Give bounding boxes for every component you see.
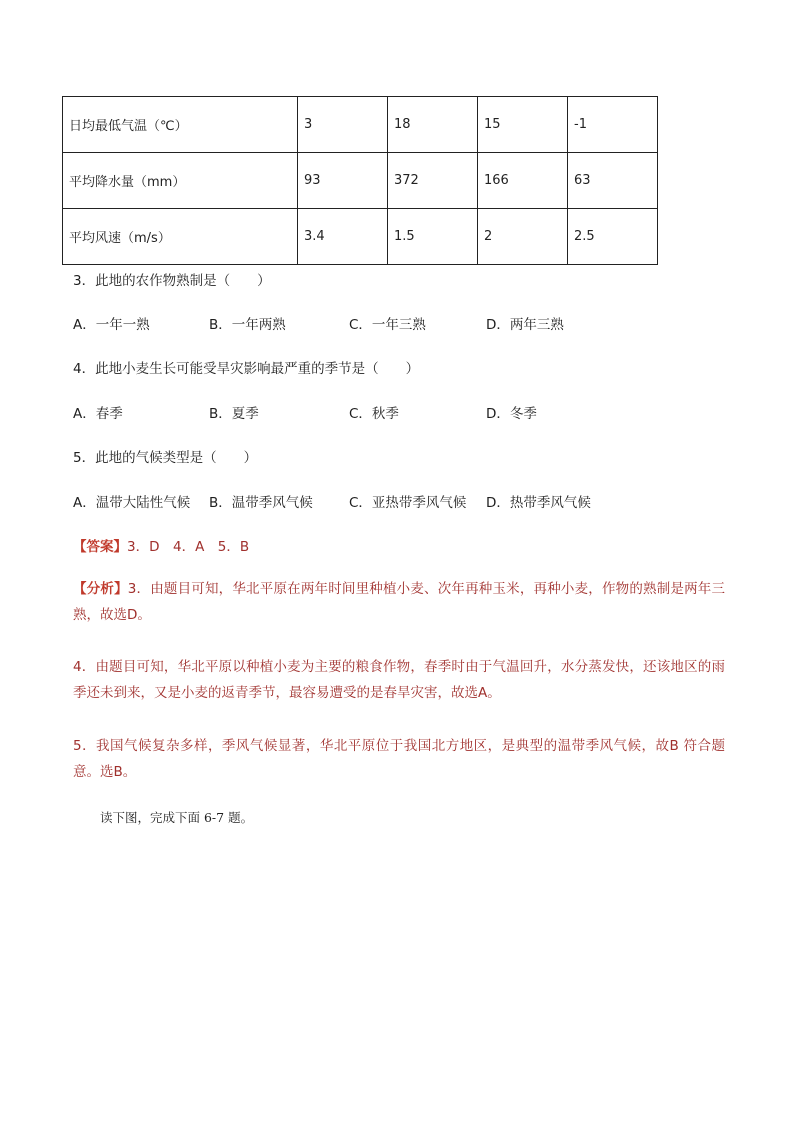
option-b: B．温带季风气候 bbox=[209, 495, 313, 511]
analysis-tag: 【分析】 bbox=[73, 581, 128, 597]
option-c: C．秋季 bbox=[349, 406, 399, 422]
analysis-paragraph-1 bbox=[73, 576, 725, 628]
table-cell: 15 bbox=[478, 97, 568, 153]
option-a: A．一年一熟 bbox=[73, 317, 150, 333]
option-c: C．亚热带季风气候 bbox=[349, 495, 467, 511]
table-cell: 63 bbox=[568, 153, 658, 209]
table-cell: 166 bbox=[478, 153, 568, 209]
answer-text: 3．D 4．A 5．B bbox=[127, 539, 250, 555]
analysis-paragraph-2: 4．由题目可知，华北平原以种植小麦为主要的粮食作物，春季时由于气温回升，水分蒸发快，还该地区的雨季还未到来，又是小麦的返青季节，最容易遭受的是春旱灾害，故选A。 bbox=[73, 659, 725, 701]
option-d: D．冬季 bbox=[486, 406, 537, 422]
table-cell: 2.5 bbox=[568, 209, 658, 265]
option-a: A．春季 bbox=[73, 406, 123, 422]
table-cell: 93 bbox=[298, 153, 388, 209]
table-cell: 2 bbox=[478, 209, 568, 265]
table-row bbox=[63, 97, 658, 153]
option-d: D．两年三熟 bbox=[486, 317, 564, 333]
question-5: 5．此地的气候类型是（ ） bbox=[73, 450, 258, 466]
option-b: B．一年两熟 bbox=[209, 317, 286, 333]
analysis-text-1: 3．由题目可知，华北平原在两年时间里种植小麦、次年再种玉米，再种小麦，作物的熟制是两年三熟，故选D。 bbox=[73, 581, 726, 623]
question-4: 4．此地小麦生长可能受旱灾影响最严重的季节是（ ） bbox=[73, 361, 420, 377]
row-label: 平均风速（m/s） bbox=[63, 209, 298, 265]
answer-tag: 【答案】 bbox=[73, 539, 127, 555]
reading-prompt: 读下图，完成下面 6-7 题。 bbox=[100, 810, 254, 825]
table-cell: 1.5 bbox=[388, 209, 478, 265]
table-cell: 18 bbox=[388, 97, 478, 153]
table-cell: 3 bbox=[298, 97, 388, 153]
table-cell: 372 bbox=[388, 153, 478, 209]
option-d: D．热带季风气候 bbox=[486, 495, 591, 511]
analysis-paragraph-3: 5．我国气候复杂多样，季风气候显著，华北平原位于我国北方地区，是典型的温带季风气候，故B 符合题意。选B。 bbox=[73, 738, 725, 780]
row-label: 日均最低气温（℃） bbox=[63, 97, 298, 153]
table-row bbox=[63, 153, 658, 209]
climate-table bbox=[62, 96, 658, 265]
answer-line bbox=[73, 537, 249, 557]
question-3: 3．此地的农作物熟制是（ ） bbox=[73, 273, 271, 289]
option-c: C．一年三熟 bbox=[349, 317, 426, 333]
row-label: 平均降水量（mm） bbox=[63, 153, 298, 209]
table-row bbox=[63, 209, 658, 265]
option-b: B．夏季 bbox=[209, 406, 259, 422]
table-cell: -1 bbox=[568, 97, 658, 153]
option-a: A．温带大陆性气候 bbox=[73, 495, 191, 511]
table-cell: 3.4 bbox=[298, 209, 388, 265]
